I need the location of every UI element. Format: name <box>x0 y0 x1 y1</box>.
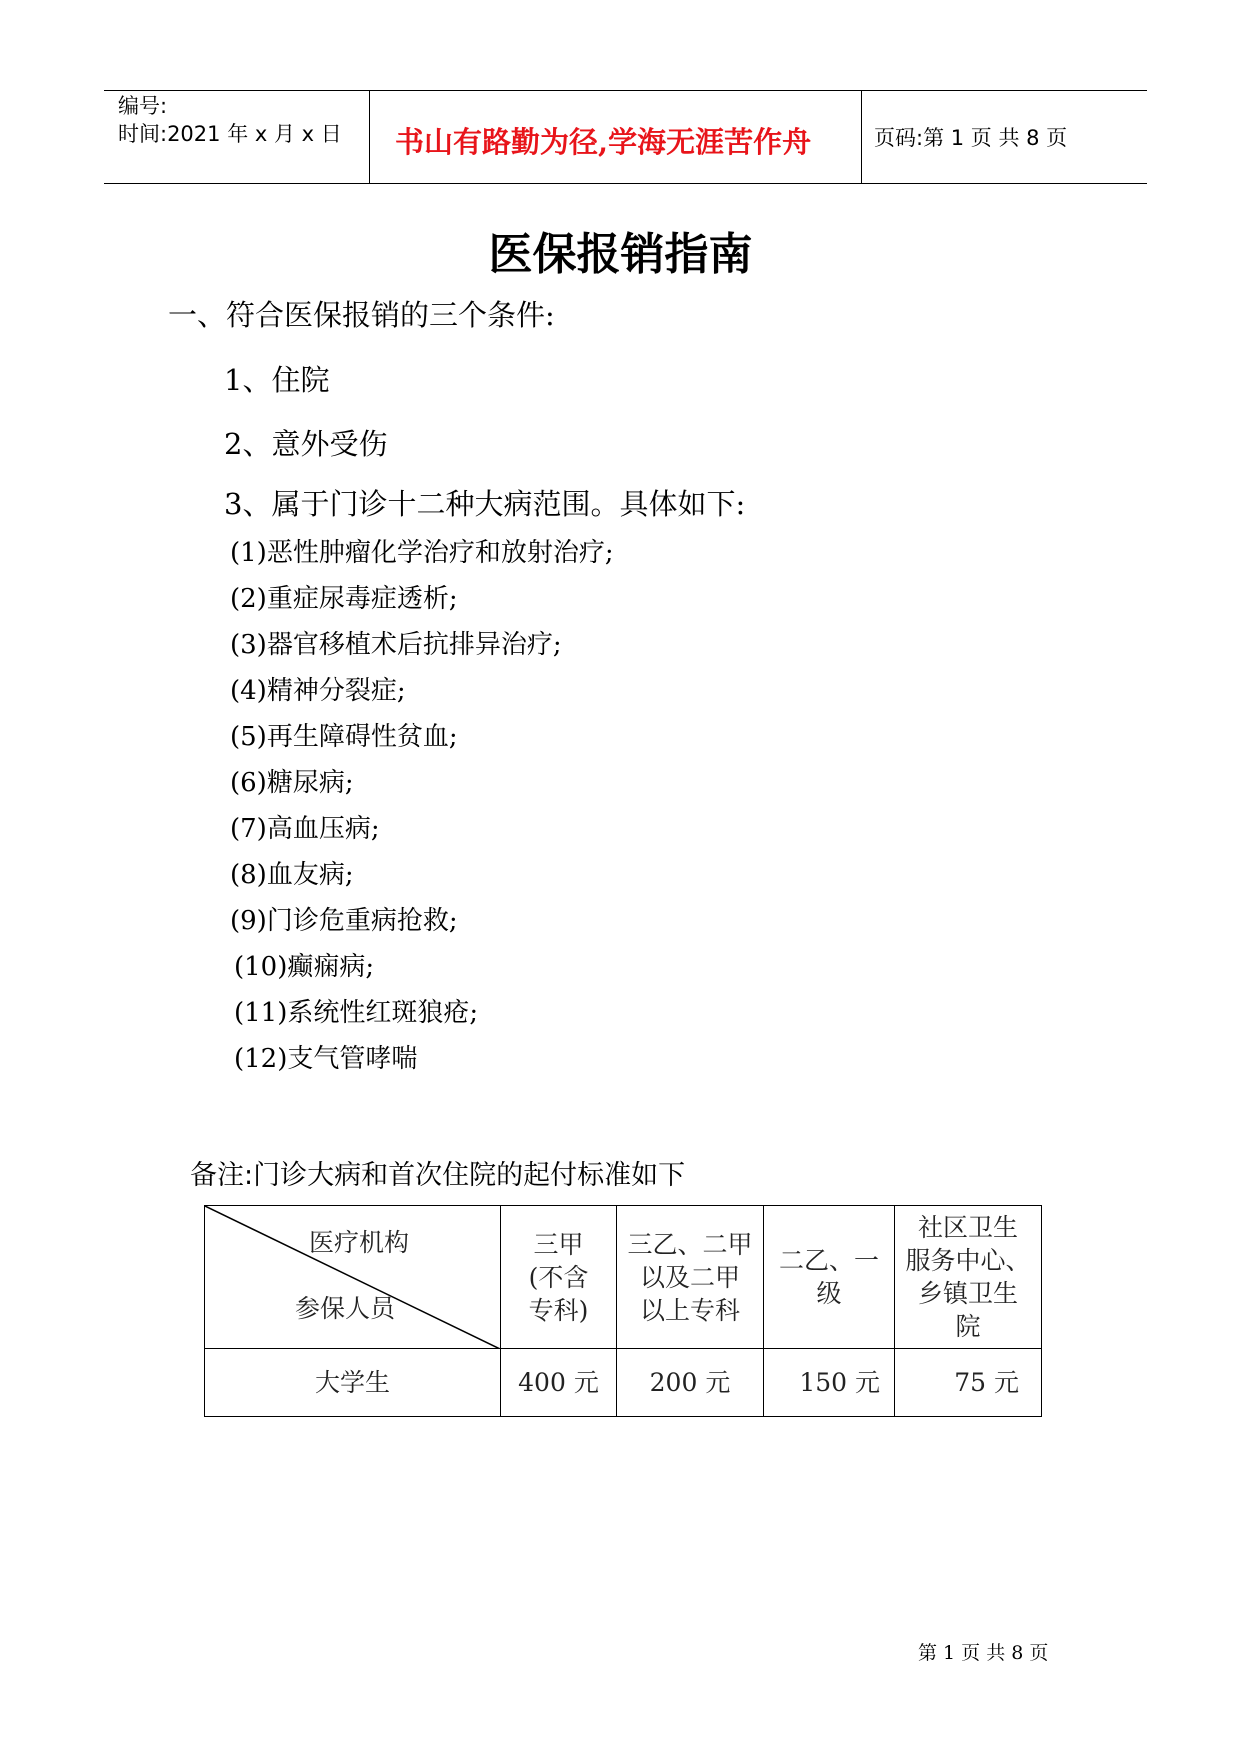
column-header-line: 三甲 <box>533 1229 584 1259</box>
page-footer: 第 1 页 共 8 页 <box>918 1642 1049 1664</box>
column-header <box>764 1206 895 1349</box>
header-motto: 书山有路勤为径,学海无涯苦作舟 <box>395 125 812 159</box>
corner-bottom-label: 参保人员 <box>295 1294 396 1323</box>
column-header-line: 服务中心、 <box>905 1246 1031 1275</box>
header-page-info: 页码:第 1 页 共 8 页 <box>874 126 1068 150</box>
disease-item: (7)高血压病; <box>230 814 380 844</box>
page-title: 医保报销指南 <box>488 229 753 280</box>
disease-item: (6)糖尿病; <box>230 768 354 798</box>
table-header-row <box>205 1206 1042 1349</box>
time-label: 时间:2021 年 x 月 x 日 <box>118 122 342 146</box>
column-header <box>501 1206 617 1349</box>
disease-item: (12)支气管哮喘 <box>234 1044 418 1074</box>
column-header-line: 以上专科 <box>639 1295 740 1325</box>
column-header-line: 乡镇卫生 <box>917 1279 1018 1308</box>
fee-value: 200 元 <box>617 1349 764 1417</box>
column-header <box>895 1206 1042 1349</box>
column-header-line: 三乙、二甲 <box>627 1229 753 1259</box>
row-label: 大学生 <box>205 1349 501 1417</box>
column-header-line: 社区卫生 <box>917 1213 1018 1242</box>
header-divider-left <box>369 90 370 184</box>
disease-item: (11)系统性红斑狼疮; <box>234 998 479 1028</box>
deductible-table <box>204 1205 1042 1417</box>
fee-value: 150 元 <box>764 1349 895 1417</box>
disease-item: (4)精神分裂症; <box>230 676 406 706</box>
condition-item: 2、意外受伤 <box>224 427 388 461</box>
disease-item: (2)重症尿毒症透析; <box>230 584 458 614</box>
fee-value: 75 元 <box>895 1349 1042 1417</box>
header-bottom-rule <box>104 183 1147 184</box>
column-header-line: 二乙、一 <box>778 1246 879 1275</box>
header-divider-right <box>861 90 862 184</box>
table-note: 备注:门诊大病和首次住院的起付标准如下 <box>190 1160 686 1191</box>
section-heading: 一、符合医保报销的三个条件: <box>168 298 555 332</box>
table-row <box>205 1349 1042 1417</box>
column-header-line: 专科) <box>528 1295 589 1325</box>
column-header-line: 级 <box>816 1279 842 1308</box>
header-top-rule <box>104 90 1147 91</box>
disease-item: (1)恶性肿瘤化学治疗和放射治疗; <box>230 538 614 568</box>
corner-top-label: 医疗机构 <box>309 1228 410 1257</box>
condition-item: 3、属于门诊十二种大病范围。具体如下: <box>224 487 746 521</box>
fee-value: 400 元 <box>501 1349 617 1417</box>
column-header <box>617 1206 764 1349</box>
column-header-line: 以及二甲 <box>639 1262 740 1292</box>
table-corner-cell <box>205 1206 501 1349</box>
disease-item: (3)器官移植术后抗排异治疗; <box>230 630 562 660</box>
serial-label: 编号: <box>118 94 168 118</box>
disease-item: (8)血友病; <box>230 860 354 890</box>
column-header-line: 院 <box>955 1312 981 1341</box>
disease-item: (10)癫痫病; <box>234 952 375 982</box>
condition-item: 1、住院 <box>224 363 330 397</box>
disease-item: (9)门诊危重病抢救; <box>230 906 458 936</box>
column-header-line: (不含 <box>528 1262 589 1292</box>
disease-item: (5)再生障碍性贫血; <box>230 722 458 752</box>
